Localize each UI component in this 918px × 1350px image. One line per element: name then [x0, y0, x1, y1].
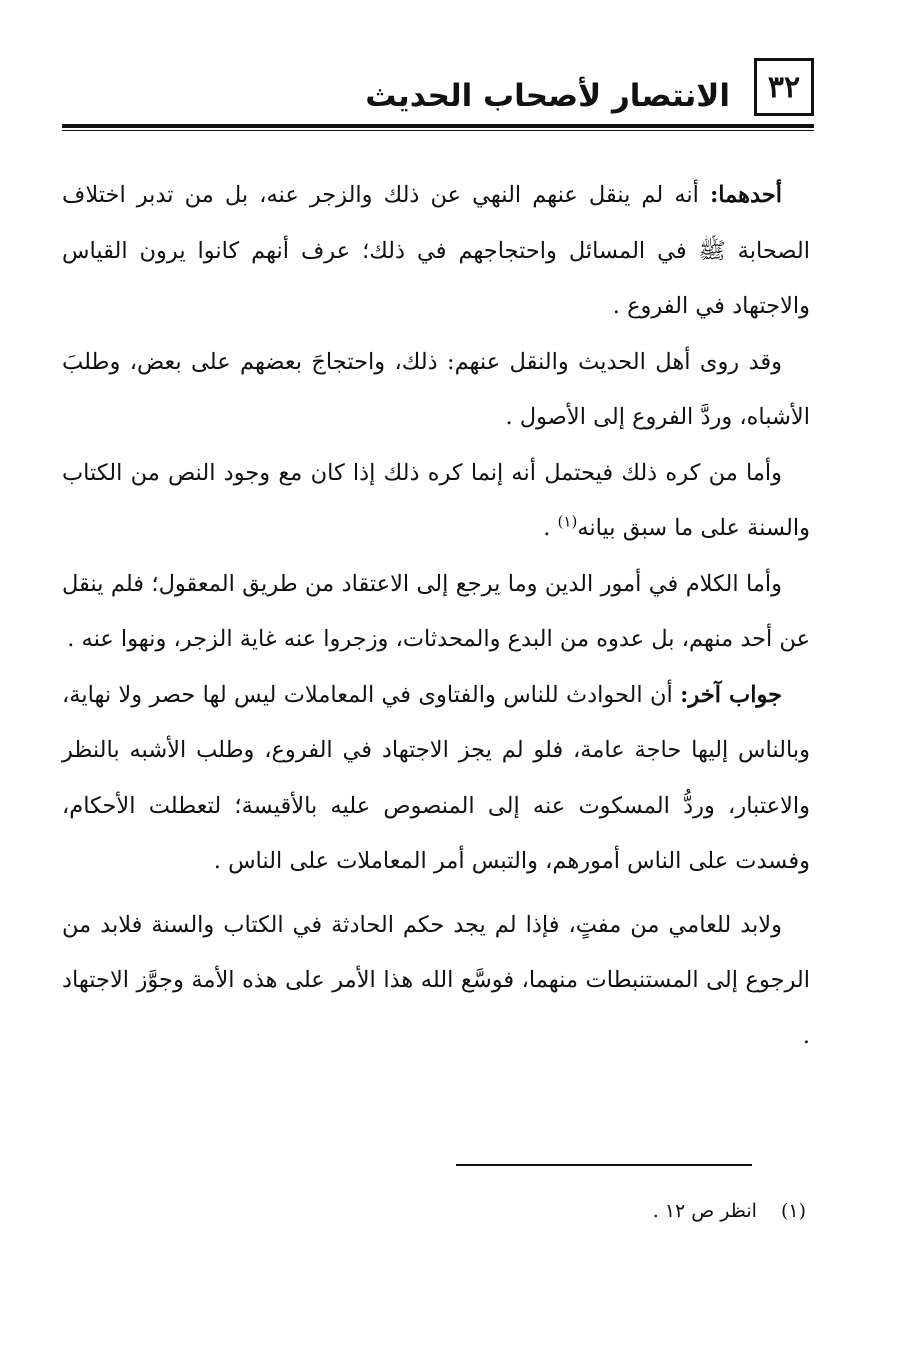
paragraph-6	[62, 898, 810, 1065]
page-number: ٣٢	[754, 58, 814, 116]
paragraph-lead: جواب آخر:	[680, 681, 782, 708]
footnote-reference[interactable]: (١)	[557, 512, 578, 531]
running-title: الانتصار لأصحاب الحديث	[365, 78, 730, 114]
footnote-text: انظر ص ١٢ .	[652, 1200, 757, 1222]
body-text	[62, 168, 810, 1064]
header-rule	[62, 124, 814, 128]
paragraph-2	[62, 335, 810, 446]
paragraph-text: أن الحوادث للناس والفتاوى في المعاملات ليس لها حصر ولا نهاية، وبالناس إليها حاجة عامة، فلو لم يجز الاجتهاد في الفروع، وطلب الأشبه بالنظر والاعتبار، وردُّ المسكوت عنه إلى المنصوص عليه بالأقيسة؛ لتعطلت الأحكام، وفسدت على الناس أمورهم، والتبس أمر المعاملات على الناس .	[62, 681, 810, 874]
footnote-separator	[456, 1164, 752, 1166]
footnote	[500, 1200, 806, 1222]
paragraph-tail: .	[543, 515, 558, 541]
paragraph-text: وأما الكلام في أمور الدين وما يرجع إلى الاعتقاد من طريق المعقول؛ فلم ينقل عن أحد منهم، بل عدوه من البدع والمحدثات، وزجروا عنه غاية الزجر، ونهوا عنه .	[62, 570, 810, 652]
paragraph-5	[62, 668, 810, 890]
paragraph-text: أنه لم ينقل عنهم النهي عن ذلك والزجر عنه، بل من تدبر اختلاف الصحابة ﷺ في المسائل واحتجاجهم في ذلك؛ عرف أنهم كانوا يرون القياس والاجتهاد في الفروع .	[62, 182, 810, 319]
paragraph-text: وقد روى أهل الحديث والنقل عنهم: ذلك، واحتجاجَ بعضهم على بعض، وطلبَ الأشباه، وردَّ الفروع إلى الأصول .	[62, 348, 810, 430]
paragraph-lead: أحدهما:	[709, 182, 782, 208]
header-rule-thin	[62, 130, 814, 131]
paragraph-3	[62, 446, 810, 557]
paragraph-4	[62, 557, 810, 668]
page-header	[62, 52, 814, 132]
footnote-number: (١)	[780, 1200, 806, 1222]
paragraph-1	[62, 168, 810, 335]
paragraph-text: ولابد للعامي من مفتٍ، فإذا لم يجد حكم الحادثة في الكتاب والسنة فلابد من الرجوع إلى المستنبطات منهما، فوسَّع الله هذا الأمر على هذه الأمة وجوَّز الاجتهاد .	[62, 911, 810, 1049]
paragraph-text: وأما من كره ذلك فيحتمل أنه إنما كره ذلك إذا كان مع وجود النص من الكتاب والسنة على ما سبق بيانه	[62, 459, 810, 541]
